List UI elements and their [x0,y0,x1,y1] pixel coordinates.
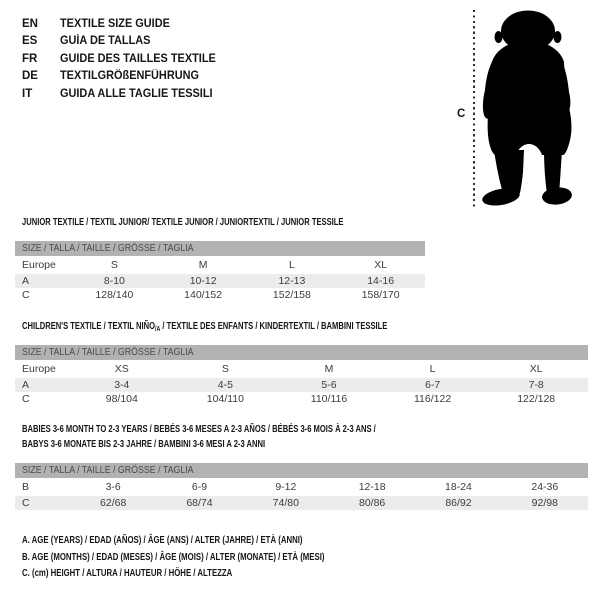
table-cell: 128/140 [95,289,134,302]
table-cell: 80/86 [359,496,386,509]
footnote-line [22,533,410,550]
footnote-text: B. AGE (MONTHS) / EDAD (MESES) / ÂGE (MOIS) / ALTER (MONATE) / ETÀ (MESI) [22,551,325,563]
language-guide-title: TEXTILE SIZE GUIDE [60,17,170,30]
table-cell: XL [529,362,543,375]
table-cell: 4-5 [217,378,233,391]
language-code: DE [22,70,38,83]
table-cell: 122/128 [517,393,556,406]
measure-label-c: C [457,108,466,120]
table-cell: 140/152 [184,289,223,302]
table-cell: L [429,362,436,375]
table-row [15,360,588,378]
size-header-bar: SIZE / TALLA / TAILLE / GRÖSSE / TAGLIA [15,241,425,256]
language-code: EN [22,17,38,30]
language-title-list [22,15,224,103]
row-label: Europe [22,362,56,375]
language-row [22,33,224,51]
language-row [22,50,224,68]
row-label: C [22,289,30,302]
table-cell: 98/104 [105,393,138,406]
row-label: A [22,274,30,287]
language-guide-title: GUIDE DES TAILLES TEXTILE [60,52,216,65]
language-guide-title: TEXTILGRÖßENFÜHRUNG [60,70,199,83]
table-cell: 3-6 [105,480,121,493]
table-title: JUNIOR TEXTILE / TEXTIL JUNIOR/ TEXTILE JUNIOR / JUNIORTEXTIL / JUNIOR TESSILE [22,217,344,228]
table-cell: 5-6 [321,378,337,391]
table-cell: 3-4 [114,378,130,391]
table-cell: 12-18 [358,480,386,493]
table-cell: 8-10 [103,274,125,287]
table-cell: XL [374,258,388,271]
footnotes [22,533,410,583]
language-row [22,15,224,33]
table-cell: 158/170 [361,289,400,302]
table-cell: 24-36 [531,480,559,493]
size-header-bar: SIZE / TALLA / TAILLE / GRÖSSE / TAGLIA [15,463,588,478]
table-cell: 12-13 [278,274,306,287]
footnote-line [22,566,410,583]
footnote-line [22,550,410,567]
footnote-text: A. AGE (YEARS) / EDAD (AÑOS) / ÂGE (ANS) / ALTER (JAHRE) / ETÀ (ANNI) [22,535,303,546]
language-code: FR [22,52,38,65]
table-cell: S [110,258,118,271]
baby-silhouette-icon [482,10,576,208]
language-guide-title: GUÍA DE TALLAS [60,35,151,48]
row-label: Europe [22,258,56,271]
table-cell: 14-16 [367,274,395,287]
table-title: CHILDREN'S TEXTILE / TEXTIL $NIÑO_{/A}$ / TEXTILE DES ENFANTS / KINDERTEXTIL / BAMBINI TESSILE [22,321,388,333]
table-cell: 6-9 [191,480,208,493]
language-guide-title: GUIDA ALLE TAGLIE TESSILI [60,87,213,100]
table-cell: 110/116 [310,393,348,406]
table-cell: 92/98 [531,496,558,509]
table-row [15,478,588,496]
size-table [15,241,425,303]
table-cell: XS [114,362,129,375]
size-table [15,463,588,510]
table-row [15,378,588,393]
table-cell: 86/92 [445,496,472,509]
table-cell: M [324,362,334,375]
table-cell: 74/80 [272,496,299,509]
table-cell: 104/110 [206,393,244,406]
table-cell: 10-12 [189,274,217,287]
table-cell: 68/74 [186,496,213,509]
language-row [22,85,224,103]
table-cell: 152/158 [272,289,311,302]
language-code: ES [22,35,38,48]
table-row [15,274,425,289]
table-cell: 62/68 [100,496,127,509]
size-table [15,345,588,407]
row-label: B [22,480,30,493]
table-cell: S [221,362,229,375]
row-label: A [22,378,30,391]
table-cell: 18-24 [445,480,472,493]
table-row [15,256,425,274]
table-cell: 116/122 [413,393,452,406]
table-row [15,392,588,407]
row-label: C [22,393,30,406]
table-title: BABIES 3-6 MONTH TO 2-3 YEARS / BEBÉS 3-6 MESES A 2-3 AÑOS / BÉBÉS 3-6 MOIS À 2-3 ANS / BABYS 3-6 MONATE BIS 2-3 JAHRE / BAMBINI 3-6 MESI A 2-3 ANNI [22,424,376,450]
table-row [15,288,425,303]
table-cell: 7-8 [528,378,544,391]
table-cell: 9-12 [275,480,297,493]
footnote-text: C. (cm) HEIGHT / ALTURA / HAUTEUR / HÖHE / ALTEZZA [22,568,233,580]
size-header-bar: SIZE / TALLA / TAILLE / GRÖSSE / TAGLIA [15,345,588,360]
height-measure-line [473,10,475,207]
language-code: IT [22,87,33,100]
table-cell: 6-7 [424,378,441,391]
table-cell: L [288,258,295,271]
table-row [15,496,588,511]
language-row [22,68,224,86]
table-cell: M [198,258,208,271]
row-label: C [22,496,30,509]
